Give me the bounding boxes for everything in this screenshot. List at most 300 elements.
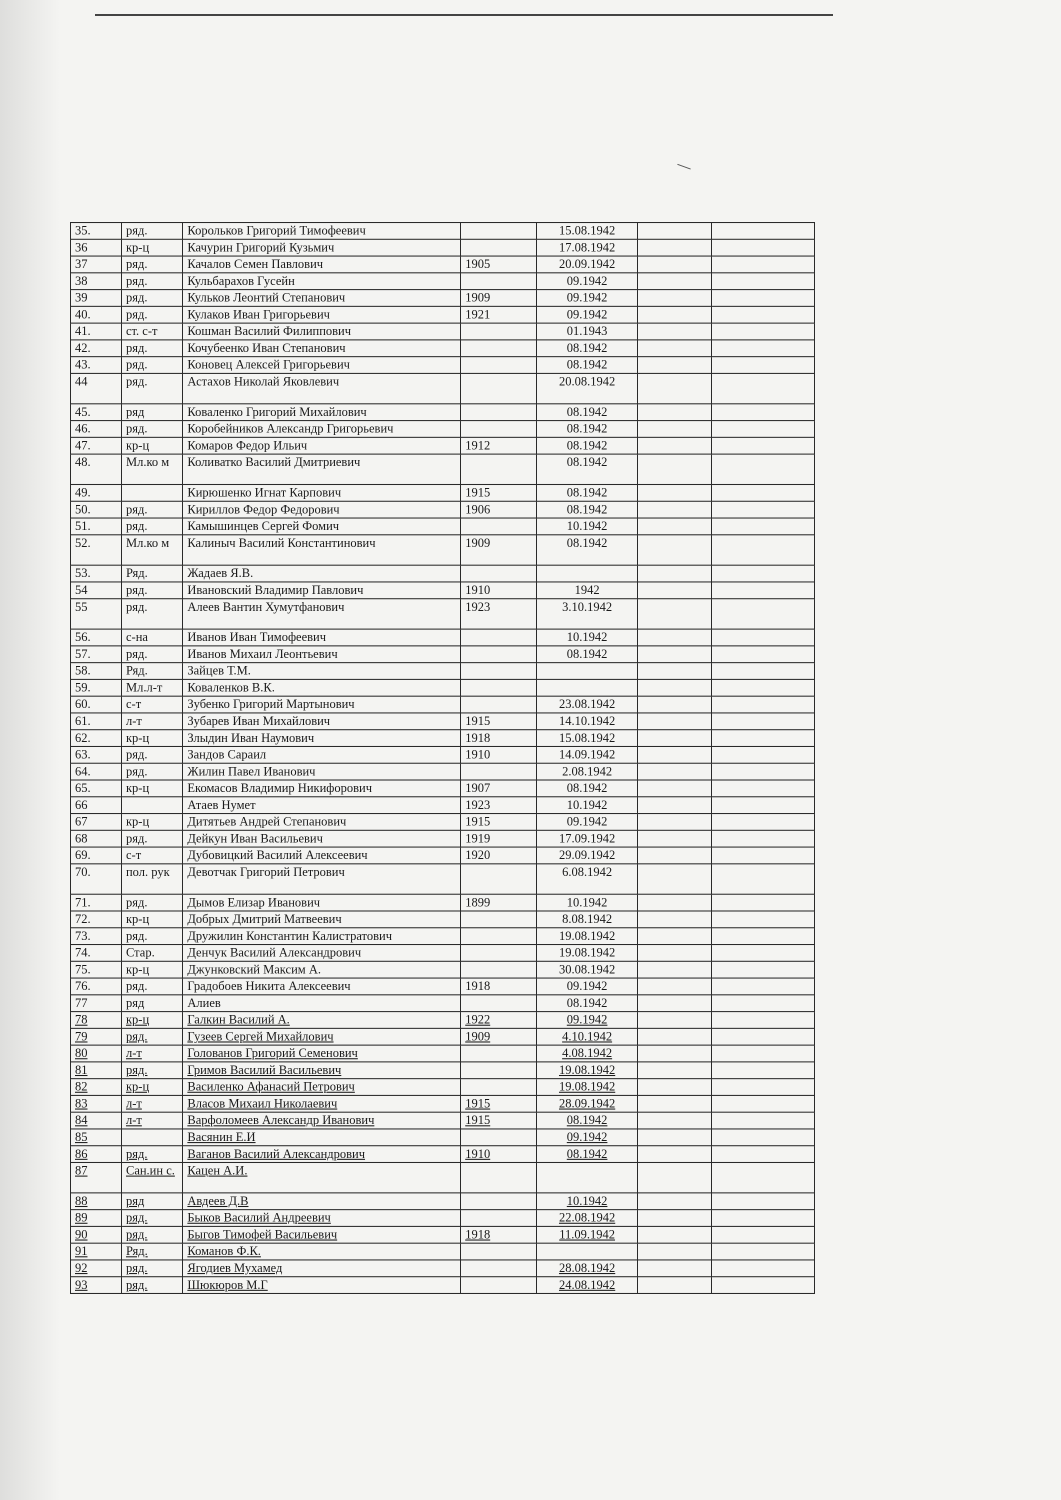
empty-cell	[638, 663, 712, 680]
table-row	[71, 256, 815, 273]
full-name-cell: Коваленков В.К.	[183, 679, 461, 696]
rank-cell	[121, 484, 182, 501]
row-number: 69.	[71, 847, 122, 864]
row-number: 80	[71, 1045, 122, 1062]
empty-cell	[638, 518, 712, 535]
empty-cell	[711, 1045, 814, 1062]
table-row	[71, 1028, 815, 1045]
empty-cell	[638, 995, 712, 1012]
row-number: 60.	[71, 696, 122, 713]
rank-cell: пол. рук	[121, 864, 182, 894]
row-number: 61.	[71, 713, 122, 730]
date-cell: 09.1942	[537, 814, 638, 831]
row-number: 55	[71, 599, 122, 629]
full-name-cell: Кошман Василий Филиппович	[183, 323, 461, 340]
table-row	[71, 223, 815, 240]
table-row	[71, 1129, 815, 1146]
rank-cell: Ряд.	[121, 565, 182, 582]
date-cell: 17.09.1942	[537, 830, 638, 847]
empty-cell	[638, 978, 712, 995]
birth-year-cell	[461, 1129, 537, 1146]
empty-cell	[638, 629, 712, 646]
date-cell: 6.08.1942	[537, 864, 638, 894]
row-number: 93	[71, 1277, 122, 1294]
empty-cell	[711, 501, 814, 518]
empty-cell	[711, 1112, 814, 1129]
table-row	[71, 730, 815, 747]
table-row	[71, 663, 815, 680]
row-number: 62.	[71, 730, 122, 747]
table-row	[71, 454, 815, 484]
empty-cell	[638, 730, 712, 747]
row-number: 40.	[71, 306, 122, 323]
date-cell: 19.08.1942	[537, 928, 638, 945]
empty-cell	[638, 223, 712, 240]
row-number: 65.	[71, 780, 122, 797]
row-number: 48.	[71, 454, 122, 484]
rank-cell: ряд.	[121, 928, 182, 945]
empty-cell	[638, 1146, 712, 1163]
rank-cell: ряд.	[121, 306, 182, 323]
empty-cell	[711, 1210, 814, 1227]
birth-year-cell: 1905	[461, 256, 537, 273]
table-body	[71, 223, 815, 1294]
full-name-cell: Камышинцев Сергей Фомич	[183, 518, 461, 535]
row-number: 66	[71, 797, 122, 814]
row-number: 58.	[71, 663, 122, 680]
rank-cell: Сан.ин с.	[121, 1162, 182, 1192]
empty-cell	[638, 357, 712, 374]
rank-cell: ряд.	[121, 340, 182, 357]
full-name-cell: Быков Василий Андреевич	[183, 1210, 461, 1227]
date-cell: 28.08.1942	[537, 1260, 638, 1277]
empty-cell	[638, 1277, 712, 1294]
date-cell: 14.09.1942	[537, 746, 638, 763]
row-number: 47.	[71, 437, 122, 454]
birth-year-cell	[461, 340, 537, 357]
date-cell: 29.09.1942	[537, 847, 638, 864]
birth-year-cell	[461, 995, 537, 1012]
rank-cell: ряд	[121, 1193, 182, 1210]
empty-cell	[711, 763, 814, 780]
row-number: 82	[71, 1079, 122, 1096]
birth-year-cell	[461, 1162, 537, 1192]
empty-cell	[638, 713, 712, 730]
birth-year-cell	[461, 421, 537, 438]
row-number: 35.	[71, 223, 122, 240]
row-number: 41.	[71, 323, 122, 340]
full-name-cell: Градобоев Никита Алексеевич	[183, 978, 461, 995]
rank-cell: с-на	[121, 629, 182, 646]
full-name-cell: Зубенко Григорий Мартынович	[183, 696, 461, 713]
full-name-cell: Авдеев Д.В	[183, 1193, 461, 1210]
empty-cell	[711, 713, 814, 730]
full-name-cell: Зайцев Т.М.	[183, 663, 461, 680]
table-row	[71, 437, 815, 454]
date-cell: 08.1942	[537, 454, 638, 484]
date-cell: 09.1942	[537, 978, 638, 995]
full-name-cell: Гузеев Сергей Михайлович	[183, 1028, 461, 1045]
empty-cell	[638, 256, 712, 273]
rank-cell: кр-ц	[121, 437, 182, 454]
birth-year-cell	[461, 646, 537, 663]
empty-cell	[711, 928, 814, 945]
date-cell: 09.1942	[537, 1012, 638, 1029]
table-row	[71, 357, 815, 374]
row-number: 87	[71, 1162, 122, 1192]
date-cell: 1942	[537, 582, 638, 599]
empty-cell	[638, 797, 712, 814]
table-row	[71, 1277, 815, 1294]
birth-year-cell: 1909	[461, 1028, 537, 1045]
table-row	[71, 1062, 815, 1079]
rank-cell: ряд.	[121, 830, 182, 847]
empty-cell	[638, 1079, 712, 1096]
rank-cell: ряд.	[121, 646, 182, 663]
empty-cell	[711, 1193, 814, 1210]
rank-cell: ряд.	[121, 421, 182, 438]
empty-cell	[711, 780, 814, 797]
birth-year-cell: 1906	[461, 501, 537, 518]
rank-cell: ряд.	[121, 290, 182, 307]
date-cell	[537, 1162, 638, 1192]
row-number: 52.	[71, 535, 122, 565]
empty-cell	[711, 421, 814, 438]
rank-cell: Ряд.	[121, 1243, 182, 1260]
full-name-cell: Власов Михаил Николаевич	[183, 1095, 461, 1112]
table-row	[71, 679, 815, 696]
birth-year-cell	[461, 1079, 537, 1096]
birth-year-cell: 1920	[461, 847, 537, 864]
birth-year-cell: 1910	[461, 1146, 537, 1163]
full-name-cell: Дубовицкий Василий Алексеевич	[183, 847, 461, 864]
full-name-cell: Коробейников Александр Григорьевич	[183, 421, 461, 438]
rank-cell	[121, 797, 182, 814]
date-cell: 09.1942	[537, 1129, 638, 1146]
table-row	[71, 961, 815, 978]
empty-cell	[711, 1095, 814, 1112]
rank-cell: кр-ц	[121, 239, 182, 256]
rank-cell: л-т	[121, 1045, 182, 1062]
empty-cell	[711, 814, 814, 831]
rank-cell: ряд.	[121, 518, 182, 535]
date-cell: 08.1942	[537, 357, 638, 374]
empty-cell	[711, 357, 814, 374]
table-row	[71, 780, 815, 797]
table-row	[71, 404, 815, 421]
empty-cell	[638, 1226, 712, 1243]
full-name-cell: Шюкюров М.Г	[183, 1277, 461, 1294]
birth-year-cell: 1923	[461, 797, 537, 814]
rank-cell: ряд.	[121, 273, 182, 290]
rank-cell: Мл.ко м	[121, 535, 182, 565]
full-name-cell: Варфоломеев Александр Иванович	[183, 1112, 461, 1129]
empty-cell	[711, 945, 814, 962]
birth-year-cell	[461, 404, 537, 421]
rank-cell: ряд.	[121, 501, 182, 518]
date-cell: 23.08.1942	[537, 696, 638, 713]
empty-cell	[711, 894, 814, 911]
row-number: 85	[71, 1129, 122, 1146]
rank-cell: кр-ц	[121, 961, 182, 978]
empty-cell	[711, 696, 814, 713]
birth-year-cell: 1915	[461, 814, 537, 831]
birth-year-cell: 1915	[461, 484, 537, 501]
birth-year-cell	[461, 1243, 537, 1260]
rank-cell: л-т	[121, 1112, 182, 1129]
empty-cell	[711, 518, 814, 535]
birth-year-cell	[461, 679, 537, 696]
row-number: 89	[71, 1210, 122, 1227]
row-number: 64.	[71, 763, 122, 780]
row-number: 43.	[71, 357, 122, 374]
row-number: 39	[71, 290, 122, 307]
empty-cell	[638, 945, 712, 962]
empty-cell	[711, 340, 814, 357]
date-cell: 8.08.1942	[537, 911, 638, 928]
full-name-cell: Дымов Елизар Иванович	[183, 894, 461, 911]
rank-cell: с-т	[121, 696, 182, 713]
full-name-cell: Алеев Вантин Хумутфанович	[183, 599, 461, 629]
empty-cell	[638, 1129, 712, 1146]
empty-cell	[638, 1162, 712, 1192]
empty-cell	[711, 484, 814, 501]
rank-cell: ряд.	[121, 746, 182, 763]
full-name-cell: Корольков Григорий Тимофеевич	[183, 223, 461, 240]
rank-cell: Мл.ко м	[121, 454, 182, 484]
empty-cell	[638, 763, 712, 780]
row-number: 84	[71, 1112, 122, 1129]
empty-cell	[638, 696, 712, 713]
birth-year-cell: 1915	[461, 1112, 537, 1129]
full-name-cell: Команов Ф.К.	[183, 1243, 461, 1260]
table-row	[71, 599, 815, 629]
full-name-cell: Алиев	[183, 995, 461, 1012]
table-row	[71, 290, 815, 307]
table-row	[71, 978, 815, 995]
date-cell: 10.1942	[537, 797, 638, 814]
empty-cell	[711, 1079, 814, 1096]
rank-cell: кр-ц	[121, 730, 182, 747]
rank-cell: ряд.	[121, 1146, 182, 1163]
row-number: 63.	[71, 746, 122, 763]
empty-cell	[638, 928, 712, 945]
birth-year-cell	[461, 629, 537, 646]
birth-year-cell: 1921	[461, 306, 537, 323]
date-cell: 10.1942	[537, 1193, 638, 1210]
date-cell: 08.1942	[537, 404, 638, 421]
empty-cell	[711, 961, 814, 978]
full-name-cell: Быгов Тимофей Васильевич	[183, 1226, 461, 1243]
row-number: 81	[71, 1062, 122, 1079]
empty-cell	[638, 1045, 712, 1062]
table-row	[71, 746, 815, 763]
row-number: 59.	[71, 679, 122, 696]
full-name-cell: Кириллов Федор Федорович	[183, 501, 461, 518]
table-row	[71, 646, 815, 663]
rank-cell: ряд.	[121, 1062, 182, 1079]
table-row	[71, 864, 815, 894]
empty-cell	[638, 814, 712, 831]
date-cell: 09.1942	[537, 306, 638, 323]
birth-year-cell: 1909	[461, 290, 537, 307]
table-row	[71, 1079, 815, 1096]
full-name-cell: Астахов Николай Яковлевич	[183, 373, 461, 403]
birth-year-cell	[461, 223, 537, 240]
table-row	[71, 814, 815, 831]
empty-cell	[711, 290, 814, 307]
empty-cell	[711, 797, 814, 814]
date-cell: 08.1942	[537, 535, 638, 565]
table-row	[71, 1226, 815, 1243]
table-row	[71, 713, 815, 730]
empty-cell	[638, 501, 712, 518]
full-name-cell: Зубарев Иван Михайлович	[183, 713, 461, 730]
row-number: 86	[71, 1146, 122, 1163]
rank-cell: Стар.	[121, 945, 182, 962]
empty-cell	[711, 565, 814, 582]
rank-cell: ряд.	[121, 1260, 182, 1277]
full-name-cell: Коновец Алексей Григорьевич	[183, 357, 461, 374]
table-row	[71, 911, 815, 928]
full-name-cell: Калиныч Василий Константинович	[183, 535, 461, 565]
empty-cell	[711, 663, 814, 680]
full-name-cell: Девотчак Григорий Петрович	[183, 864, 461, 894]
empty-cell	[711, 978, 814, 995]
birth-year-cell	[461, 663, 537, 680]
row-number: 73.	[71, 928, 122, 945]
date-cell: 08.1942	[537, 1112, 638, 1129]
empty-cell	[638, 847, 712, 864]
empty-cell	[638, 1260, 712, 1277]
date-cell: 30.08.1942	[537, 961, 638, 978]
rank-cell: ряд.	[121, 373, 182, 403]
full-name-cell: Ягодиев Мухамед	[183, 1260, 461, 1277]
table-row	[71, 565, 815, 582]
rank-cell: Мл.л-т	[121, 679, 182, 696]
empty-cell	[638, 404, 712, 421]
birth-year-cell: 1918	[461, 978, 537, 995]
empty-cell	[638, 1095, 712, 1112]
date-cell: 19.08.1942	[537, 945, 638, 962]
empty-cell	[638, 323, 712, 340]
birth-year-cell: 1910	[461, 746, 537, 763]
rank-cell: ряд.	[121, 763, 182, 780]
empty-cell	[711, 599, 814, 629]
birth-year-cell	[461, 373, 537, 403]
date-cell: 19.08.1942	[537, 1062, 638, 1079]
table-row	[71, 582, 815, 599]
empty-cell	[711, 535, 814, 565]
date-cell: 2.08.1942	[537, 763, 638, 780]
empty-cell	[638, 306, 712, 323]
rank-cell: Ряд.	[121, 663, 182, 680]
date-cell: 3.10.1942	[537, 599, 638, 629]
table-row	[71, 629, 815, 646]
empty-cell	[711, 1129, 814, 1146]
empty-cell	[638, 1062, 712, 1079]
birth-year-cell	[461, 696, 537, 713]
date-cell: 08.1942	[537, 421, 638, 438]
rank-cell: ряд.	[121, 256, 182, 273]
table-row	[71, 763, 815, 780]
row-number: 71.	[71, 894, 122, 911]
table-row	[71, 1095, 815, 1112]
birth-year-cell: 1899	[461, 894, 537, 911]
empty-cell	[711, 1146, 814, 1163]
birth-year-cell: 1919	[461, 830, 537, 847]
date-cell: 08.1942	[537, 995, 638, 1012]
birth-year-cell	[461, 454, 537, 484]
date-cell	[537, 663, 638, 680]
empty-cell	[711, 911, 814, 928]
empty-cell	[711, 830, 814, 847]
table-row	[71, 945, 815, 962]
full-name-cell: Кульков Леонтий Степанович	[183, 290, 461, 307]
empty-cell	[711, 1028, 814, 1045]
rank-cell: ряд.	[121, 599, 182, 629]
full-name-cell: Кирюшенко Игнат Карпович	[183, 484, 461, 501]
date-cell: 24.08.1942	[537, 1277, 638, 1294]
empty-cell	[638, 646, 712, 663]
empty-cell	[711, 454, 814, 484]
birth-year-cell	[461, 1193, 537, 1210]
table-row	[71, 1243, 815, 1260]
birth-year-cell	[461, 518, 537, 535]
empty-cell	[638, 340, 712, 357]
empty-cell	[638, 421, 712, 438]
empty-cell	[711, 1012, 814, 1029]
full-name-cell: Иванов Иван Тимофеевич	[183, 629, 461, 646]
birth-year-cell: 1909	[461, 535, 537, 565]
empty-cell	[638, 894, 712, 911]
date-cell: 08.1942	[537, 437, 638, 454]
birth-year-cell: 1915	[461, 713, 537, 730]
rank-cell: ряд.	[121, 1210, 182, 1227]
row-number: 75.	[71, 961, 122, 978]
date-cell: 4.10.1942	[537, 1028, 638, 1045]
date-cell: 08.1942	[537, 501, 638, 518]
rank-cell	[121, 1129, 182, 1146]
table-row	[71, 830, 815, 847]
table-row	[71, 239, 815, 256]
full-name-cell: Зандов Сараил	[183, 746, 461, 763]
empty-cell	[711, 1226, 814, 1243]
date-cell: 08.1942	[537, 780, 638, 797]
full-name-cell: Качалов Семен Павлович	[183, 256, 461, 273]
row-number: 37	[71, 256, 122, 273]
birth-year-cell: 1922	[461, 1012, 537, 1029]
full-name-cell: Иванов Михаил Леонтьевич	[183, 646, 461, 663]
date-cell: 17.08.1942	[537, 239, 638, 256]
page-top-rule	[95, 14, 833, 16]
empty-cell	[638, 373, 712, 403]
empty-cell	[711, 306, 814, 323]
empty-cell	[638, 911, 712, 928]
date-cell: 09.1942	[537, 290, 638, 307]
empty-cell	[638, 1193, 712, 1210]
date-cell: 28.09.1942	[537, 1095, 638, 1112]
rank-cell: кр-ц	[121, 814, 182, 831]
empty-cell	[638, 239, 712, 256]
row-number: 74.	[71, 945, 122, 962]
rank-cell: ряд.	[121, 1226, 182, 1243]
rank-cell: кр-ц	[121, 1012, 182, 1029]
row-number: 54	[71, 582, 122, 599]
rank-cell: ряд.	[121, 894, 182, 911]
empty-cell	[711, 1062, 814, 1079]
empty-cell	[638, 290, 712, 307]
